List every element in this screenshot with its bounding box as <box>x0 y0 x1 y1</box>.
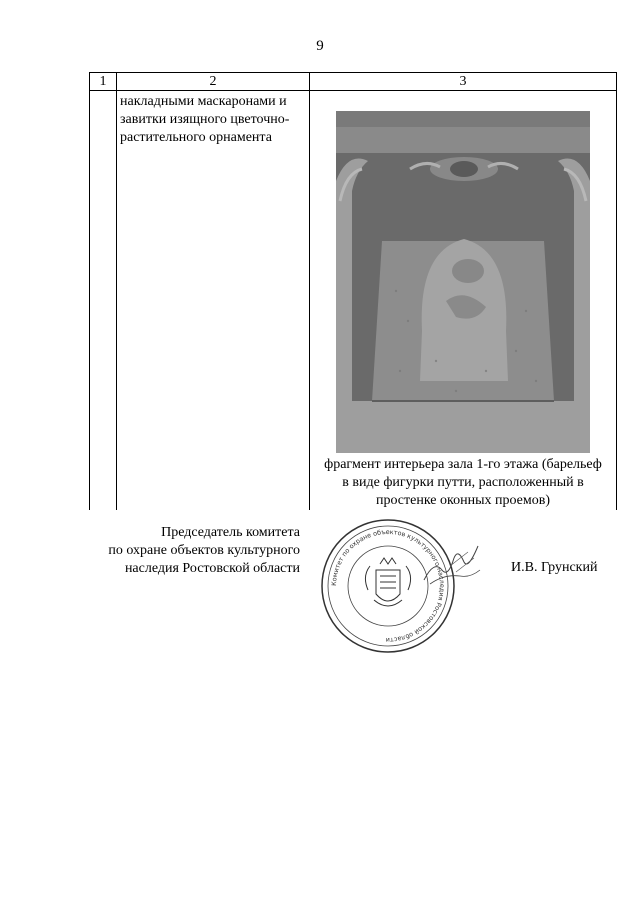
column-header-2: 2 <box>117 73 310 91</box>
signatory-title-line: наследия Ростовской области <box>124 561 300 576</box>
signatory-name: И.В. Грунский <box>511 560 598 575</box>
photo-caption <box>310 456 616 510</box>
caption-line: фрагмент интерьера зала 1-го этажа (барельеф <box>324 457 602 472</box>
column-header-3: 3 <box>310 73 617 91</box>
description-text <box>117 91 309 147</box>
interior-bas-relief-photo <box>336 111 590 453</box>
table-header-row <box>90 73 617 91</box>
description-line: завитки изящного цветочно- <box>120 112 290 127</box>
caption-line: простенке оконных проемов) <box>375 493 551 508</box>
coat-of-arms-icon <box>365 558 410 606</box>
seal-text: Комитет по охране объектов культурного наследия Ростовской области <box>329 527 447 645</box>
table-row <box>90 91 617 511</box>
description-cell <box>117 91 310 511</box>
photo-cell <box>310 91 617 511</box>
description-line: растительного орнамента <box>120 130 272 145</box>
signatory-title <box>104 524 300 578</box>
signatory-title-line: по охране объектов культурного <box>108 543 300 558</box>
monument-table <box>89 72 617 510</box>
signatory-title-line: Председатель комитета <box>161 525 300 540</box>
description-line: накладными маскаронами и <box>120 94 287 109</box>
column-header-1: 1 <box>90 73 117 91</box>
caption-line: в виде фигурки путти, расположенный в <box>342 475 584 490</box>
row-number-cell <box>90 91 117 511</box>
page-number: 9 <box>316 38 324 54</box>
handwritten-signature <box>420 540 482 590</box>
